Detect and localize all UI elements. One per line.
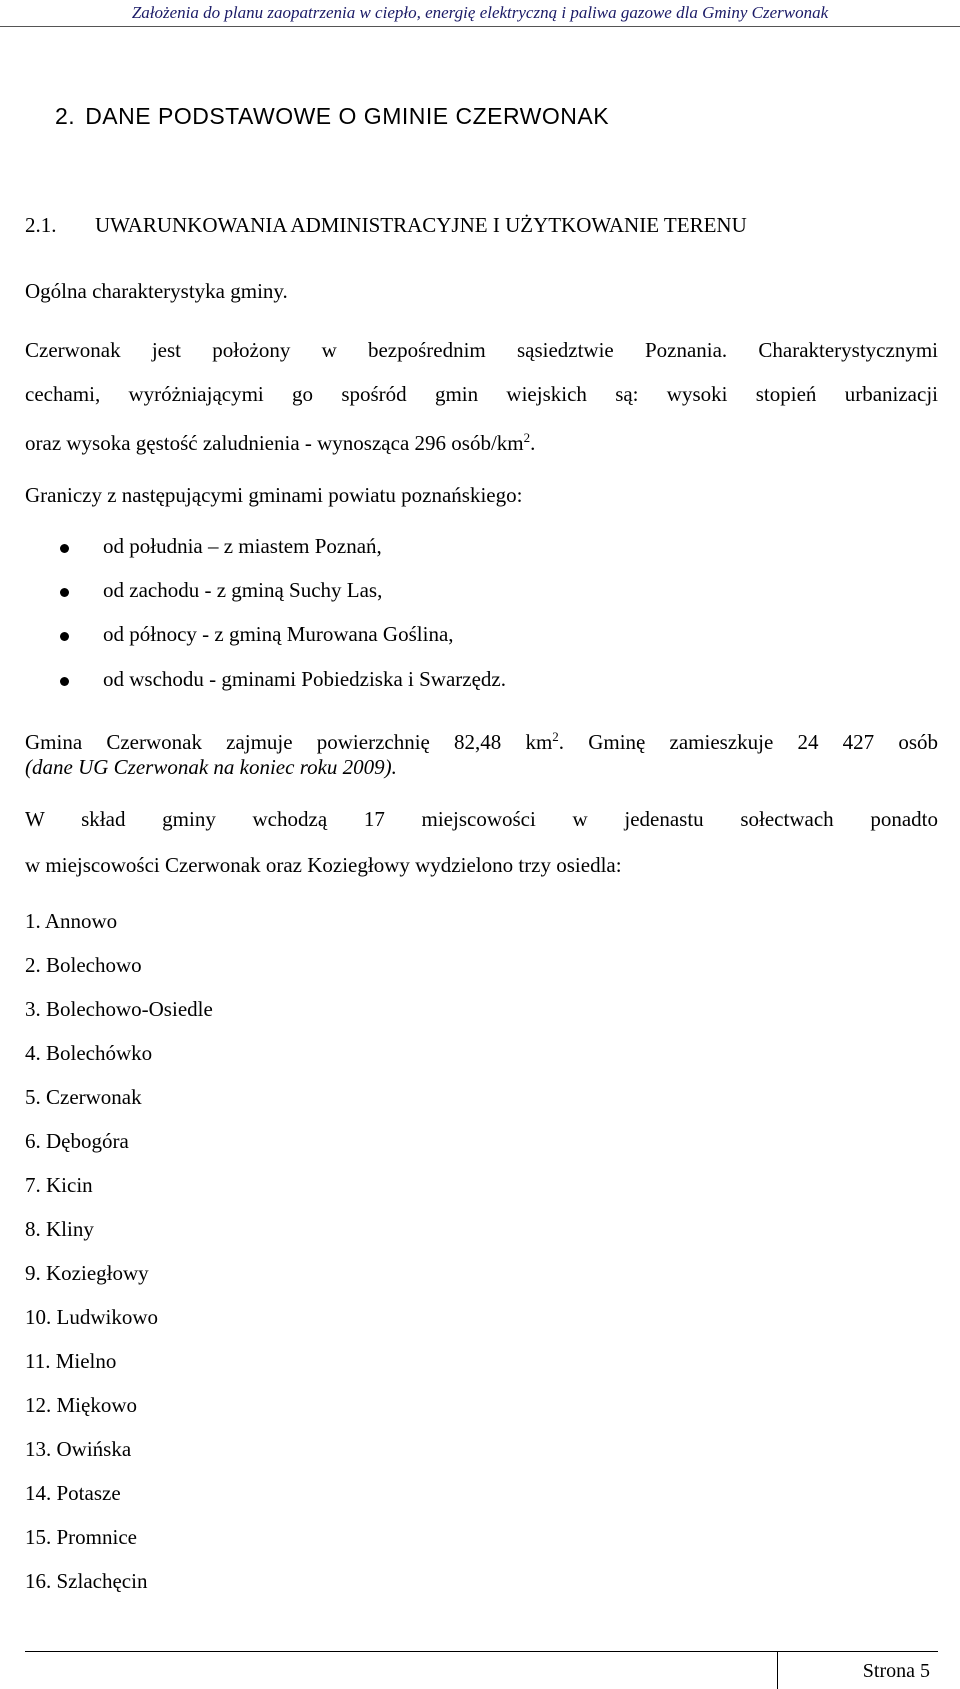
chapter-number: 2.: [55, 103, 76, 129]
locality-item: 11. Mielno: [25, 1349, 117, 1373]
locality-item: 6. Dębogóra: [25, 1129, 129, 1153]
neighbor-item: od północy - z gminą Murowana Goślina,: [60, 622, 454, 647]
locality-item: 3. Bolechowo-Osiedle: [25, 997, 213, 1021]
para1-line2: cechami, wyróżniającymi go spośród gmin wiejskich są: wysoki stopień urbanizacji: [25, 382, 938, 406]
locality-item: 2. Bolechowo: [25, 953, 142, 977]
para1-line1: Czerwonak jest położony w bezpośrednim sąsiedztwie Poznania. Charakterystycznymi: [25, 338, 938, 362]
locality-item: 14. Potasze: [25, 1481, 121, 1505]
neighbor-item: od wschodu - gminami Pobiedziska i Swarzędz.: [60, 667, 506, 692]
locality-item: 13. Owińska: [25, 1437, 132, 1461]
bullet-icon: [60, 588, 69, 597]
locality-item: 16. Szlachęcin: [25, 1569, 148, 1593]
locality-item: 8. Kliny: [25, 1217, 94, 1241]
page-number: Strona 5: [862, 1660, 930, 1682]
locality-item: 10. Ludwikowo: [25, 1305, 158, 1329]
section-title: UWARUNKOWANIA ADMINISTRACYJNE I UŻYTKOWANIE TERENU: [95, 213, 747, 237]
bullet-icon: [60, 632, 69, 641]
composition-line1: W skład gminy wchodzą 17 miejscowości w jedenastu sołectwach ponadto: [25, 807, 938, 831]
neighbor-item: od zachodu - z gminą Suchy Las,: [60, 578, 382, 603]
locality-item: 9. Koziegłowy: [25, 1261, 149, 1285]
neighbors-intro: Graniczy z następującymi gminami powiatu poznańskiego:: [25, 483, 523, 507]
subheading: Ogólna charakterystyka gminy.: [25, 279, 288, 303]
composition-line2: w miejscowości Czerwonak oraz Koziegłowy wydzielono trzy osiedla:: [25, 853, 622, 877]
locality-item: 1. Annowo: [25, 909, 118, 933]
locality-item: 12. Miękowo: [25, 1393, 137, 1417]
bullet-icon: [60, 677, 69, 686]
area-note: (dane UG Czerwonak na koniec roku 2009).: [25, 755, 397, 779]
page-header: Założenia do planu zaopatrzenia w ciepło, energię elektryczną i paliwa gazowe dla Gminy Czerwonak: [0, 0, 960, 27]
chapter-title: DANE PODSTAWOWE O GMINIE CZERWONAK: [85, 103, 610, 129]
bullet-icon: [60, 544, 69, 553]
area-line: Gmina Czerwonak zajmuje powierzchnię 82,48 $km^2$. Gminę zamieszkuje 24 427 osób: [25, 729, 938, 754]
locality-item: 4. Bolechówko: [25, 1041, 153, 1065]
neighbor-item: od południa – z miastem Poznań,: [60, 534, 382, 559]
locality-item: 7. Kicin: [25, 1173, 93, 1197]
chapter-heading: [55, 103, 609, 130]
locality-item: 15. Promnice: [25, 1525, 137, 1549]
section-number: 2.1.: [25, 213, 57, 237]
para1-line3: oraz wysoka gęstość zaludnienia - wynosząca 296 osób/$km^2$.: [25, 430, 536, 455]
locality-item: 5. Czerwonak: [25, 1085, 142, 1109]
section-heading: [25, 213, 747, 238]
